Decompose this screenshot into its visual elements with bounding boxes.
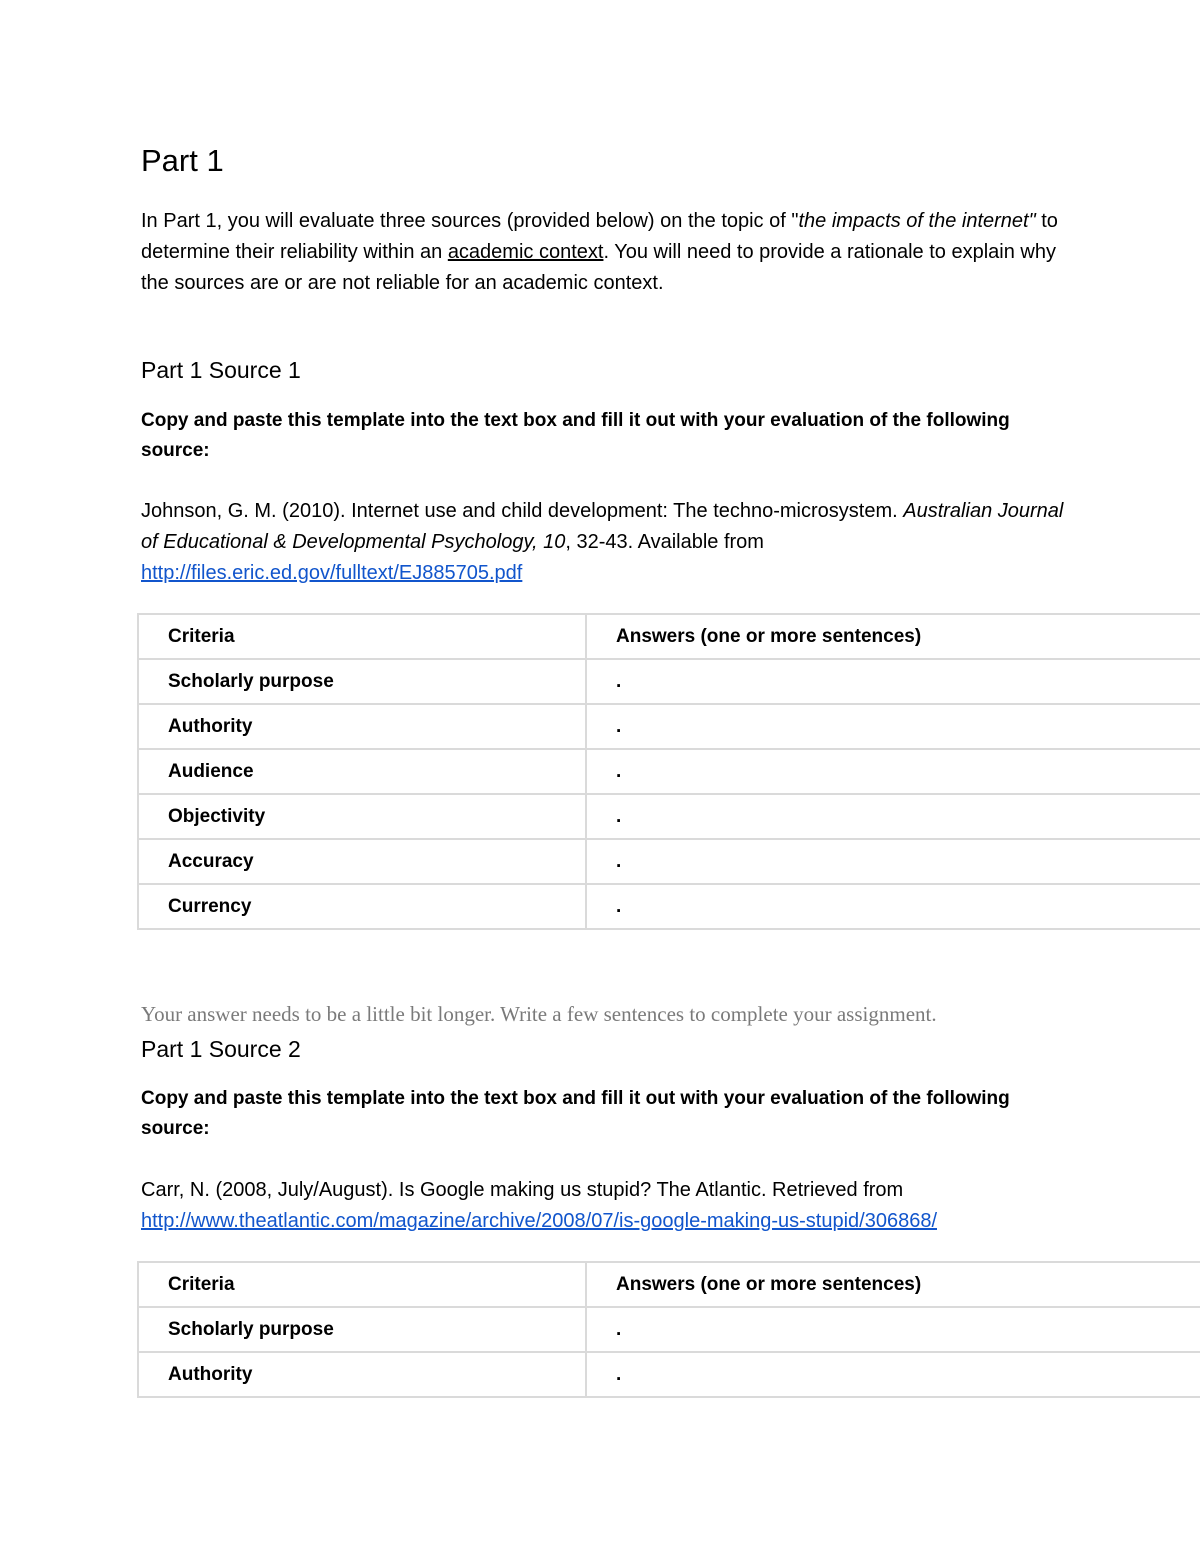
criteria-cell: Currency bbox=[138, 884, 586, 929]
intro-academic-context: academic context bbox=[447, 241, 604, 263]
criteria-cell: Accuracy bbox=[138, 839, 586, 884]
table-row bbox=[138, 704, 1200, 749]
intro-paragraph bbox=[141, 206, 1071, 299]
table-row bbox=[138, 749, 1200, 794]
intro-text-3: . You will need to provide a rationale to explain why the sources are or are not reliable for an academic context. bbox=[141, 241, 1056, 294]
source2-link[interactable]: http://www.theatlantic.com/magazine/archive/2008/07/is-google-making-us-stupid/306868/ bbox=[141, 1210, 937, 1232]
table-row bbox=[138, 1352, 1200, 1397]
source1-instruction: Copy and paste this template into the text box and fill it out with your evaluation of the following source: bbox=[141, 410, 1010, 461]
criteria-cell: Scholarly purpose bbox=[138, 659, 586, 704]
table-header-row bbox=[138, 1262, 1200, 1307]
source2-heading: Part 1 Source 2 bbox=[141, 1036, 301, 1062]
table-row bbox=[138, 839, 1200, 884]
intro-text-1: In Part 1, you will evaluate three sources (provided below) on the topic of " bbox=[141, 210, 799, 232]
table-row bbox=[138, 794, 1200, 839]
answer-cell[interactable]: . bbox=[586, 659, 1200, 704]
source2-citation bbox=[141, 1175, 1071, 1237]
source2-criteria-table bbox=[137, 1261, 1200, 1398]
table-header-criteria: Criteria bbox=[138, 1262, 586, 1307]
table-header-criteria: Criteria bbox=[138, 614, 586, 659]
page-title: Part 1 bbox=[141, 143, 224, 178]
answer-cell[interactable]: . bbox=[586, 704, 1200, 749]
source1-journal: Australian Journal of Educational & Developmental Psychology, 10 bbox=[141, 500, 1064, 553]
answer-cell[interactable]: . bbox=[586, 1352, 1200, 1397]
source1-cite-pages: , 32-43. Available from bbox=[565, 531, 764, 553]
criteria-cell: Authority bbox=[138, 704, 586, 749]
source2-cite-text: Carr, N. (2008, July/August). Is Google making us stupid? The Atlantic. Retrieved from bbox=[141, 1179, 904, 1201]
criteria-cell: Audience bbox=[138, 749, 586, 794]
answer-cell[interactable]: . bbox=[586, 794, 1200, 839]
source1-heading: Part 1 Source 1 bbox=[141, 357, 301, 383]
criteria-cell: Scholarly purpose bbox=[138, 1307, 586, 1352]
table-header-answers: Answers (one or more sentences) bbox=[586, 614, 1200, 659]
answer-cell[interactable]: . bbox=[586, 839, 1200, 884]
answer-cell[interactable]: . bbox=[586, 1307, 1200, 1352]
source1-link[interactable]: http://files.eric.ed.gov/fulltext/EJ885705.pdf bbox=[141, 562, 523, 584]
feedback-note: Your answer needs to be a little bit longer. Write a few sentences to complete your assignment. bbox=[141, 1002, 937, 1026]
source1-citation bbox=[141, 496, 1071, 589]
source2-instruction: Copy and paste this template into the text box and fill it out with your evaluation of the following source: bbox=[141, 1088, 1010, 1139]
table-row bbox=[138, 1307, 1200, 1352]
criteria-cell: Objectivity bbox=[138, 794, 586, 839]
answer-cell[interactable]: . bbox=[586, 884, 1200, 929]
intro-text-2: to determine their reliability within an bbox=[141, 210, 1058, 263]
table-header-answers: Answers (one or more sentences) bbox=[586, 1262, 1200, 1307]
source1-cite-text: Johnson, G. M. (2010). Internet use and child development: The techno-microsystem. bbox=[141, 500, 904, 522]
criteria-cell: Authority bbox=[138, 1352, 586, 1397]
table-header-row bbox=[138, 614, 1200, 659]
answer-cell[interactable]: . bbox=[586, 749, 1200, 794]
intro-topic: the impacts of the internet" bbox=[798, 210, 1036, 232]
source1-criteria-table bbox=[137, 613, 1200, 930]
table-row bbox=[138, 659, 1200, 704]
table-row bbox=[138, 884, 1200, 929]
